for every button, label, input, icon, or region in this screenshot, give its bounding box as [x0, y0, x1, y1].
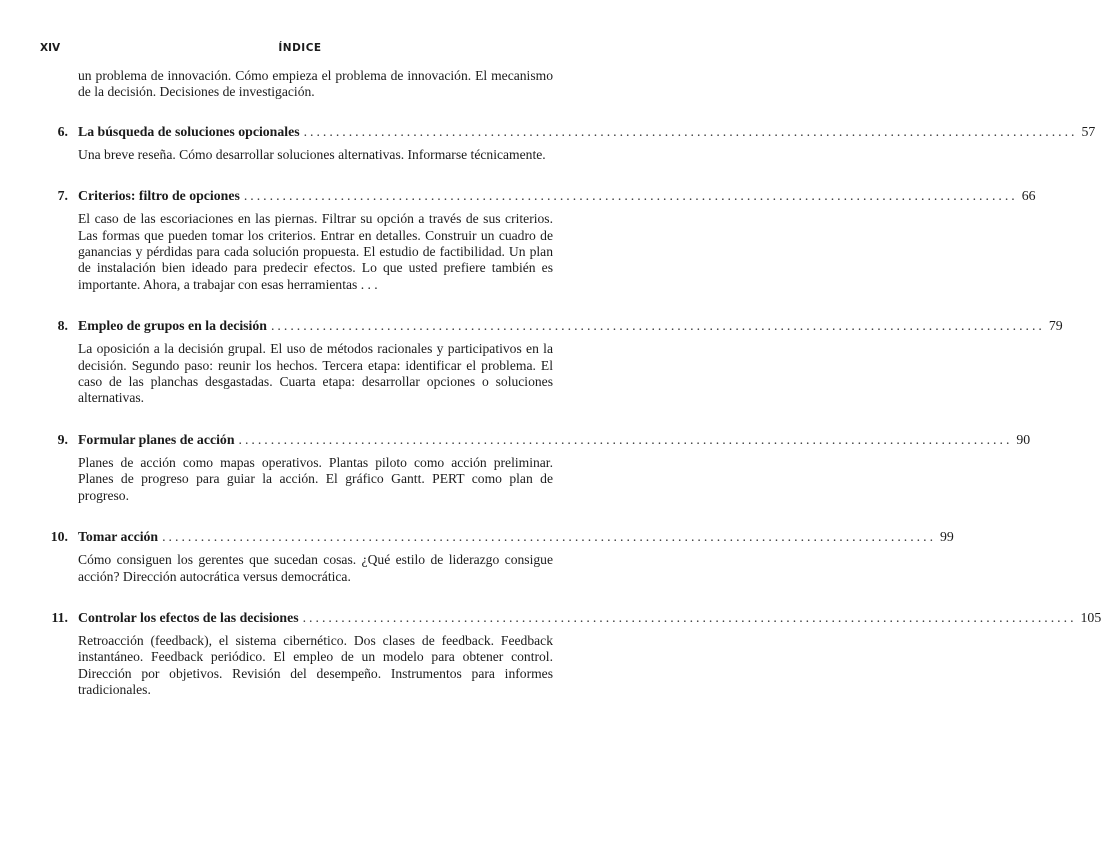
chapter-summary: El caso de las escoriaciones en las piernas. Filtrar su opción a través de sus criterios. Las formas que pueden tomar los criterios. Entrar en detalles. Construir un cuadro de ganancias y pérdidas para cada solución propuesta. El estudio de factibilidad. Un plan de instalación bien ideado para predecir efectos. Lo que usted prefiere también es importante. Ahora, a trabajar con esas herramientas . . .	[78, 211, 553, 292]
chapter-number: 10.	[50, 529, 68, 545]
page-number: 90	[1016, 431, 1031, 447]
toc-entry-heading	[40, 187, 1036, 205]
chapter-title: Criterios: filtro de opciones	[78, 188, 240, 204]
chapter-title: Empleo de grupos en la decisión	[78, 318, 267, 334]
leader-dots: ........................................................................................................................	[238, 431, 1013, 447]
leader-dots: ........................................................................................................................	[270, 318, 1045, 334]
table-of-contents	[40, 68, 1101, 699]
chapter-title: La búsqueda de soluciones opcionales	[78, 123, 300, 139]
page-number: 99	[940, 529, 954, 545]
toc-entry-7	[40, 187, 1036, 293]
leader-dots: ........................................................................................................................	[303, 123, 1078, 139]
chapter-number: 9.	[57, 431, 68, 447]
toc-entry-heading	[40, 317, 1063, 335]
running-head: ÍNDICE	[278, 42, 322, 54]
page-header	[40, 42, 560, 56]
toc-entry-heading	[40, 123, 1096, 141]
chapter-summary: La oposición a la decisión grupal. El uso de métodos racionales y participativos en la decisión. Segundo paso: reunir los hechos. Tercera etapa: identificar el problema. El caso de las planchas desgastadas. Cuarta etapa: desarrollar opciones o soluciones alternativas.	[78, 341, 553, 406]
continuation-text: un problema de innovación. Cómo empieza el problema de innovación. El mecanismo de la decisión. Decisiones de investigación.	[78, 68, 553, 100]
toc-entry-11	[40, 609, 1101, 699]
page-number: 57	[1081, 123, 1096, 139]
toc-entry-heading	[40, 528, 954, 546]
chapter-number: 7.	[57, 188, 68, 204]
chapter-title: Controlar los efectos de las decisiones	[78, 609, 299, 625]
chapter-title: Formular planes de acción	[78, 431, 235, 447]
page-number: 105	[1080, 609, 1101, 625]
chapter-summary: Planes de acción como mapas operativos. Plantas piloto como acción preliminar. Planes de progreso para guiar la acción. El gráfico Gantt. PERT como plan de progreso.	[78, 454, 553, 503]
toc-entry-heading	[40, 609, 1101, 627]
leader-dots: ........................................................................................................................	[243, 188, 1018, 204]
chapter-number: 8.	[57, 318, 68, 334]
chapter-number: 6.	[57, 123, 68, 139]
chapter-summary: Una breve reseña. Cómo desarrollar soluciones alternativas. Informarse técnicamente.	[78, 146, 546, 162]
page-number: 79	[1048, 318, 1063, 334]
page-folio: XIV	[40, 42, 61, 54]
leader-dots: ........................................................................................................................	[302, 609, 1077, 625]
toc-entry-heading	[40, 431, 1031, 449]
leader-dots: ........................................................................................................................	[162, 529, 937, 545]
chapter-summary: Retroacción (feedback), el sistema cibernético. Dos clases de feedback. Feedback instantáneo. Feedback periódico. El empleo de un modelo para obtener control. Dirección por objetivos. Revisión del desempeño. Instrumentos para informes tradicionales.	[78, 632, 553, 698]
toc-entry-10	[40, 528, 954, 585]
toc-entry-8	[40, 317, 1063, 407]
toc-entry-9	[40, 431, 1031, 504]
page-number: 66	[1021, 188, 1036, 204]
chapter-summary: Cómo consiguen los gerentes que sucedan cosas. ¿Qué estilo de liderazgo consigue acción? Dirección autocrática versus democrática.	[78, 552, 553, 584]
chapter-title: Tomar acción	[78, 529, 159, 545]
chapter-number: 11.	[51, 609, 68, 625]
toc-entry-6	[40, 123, 1096, 163]
